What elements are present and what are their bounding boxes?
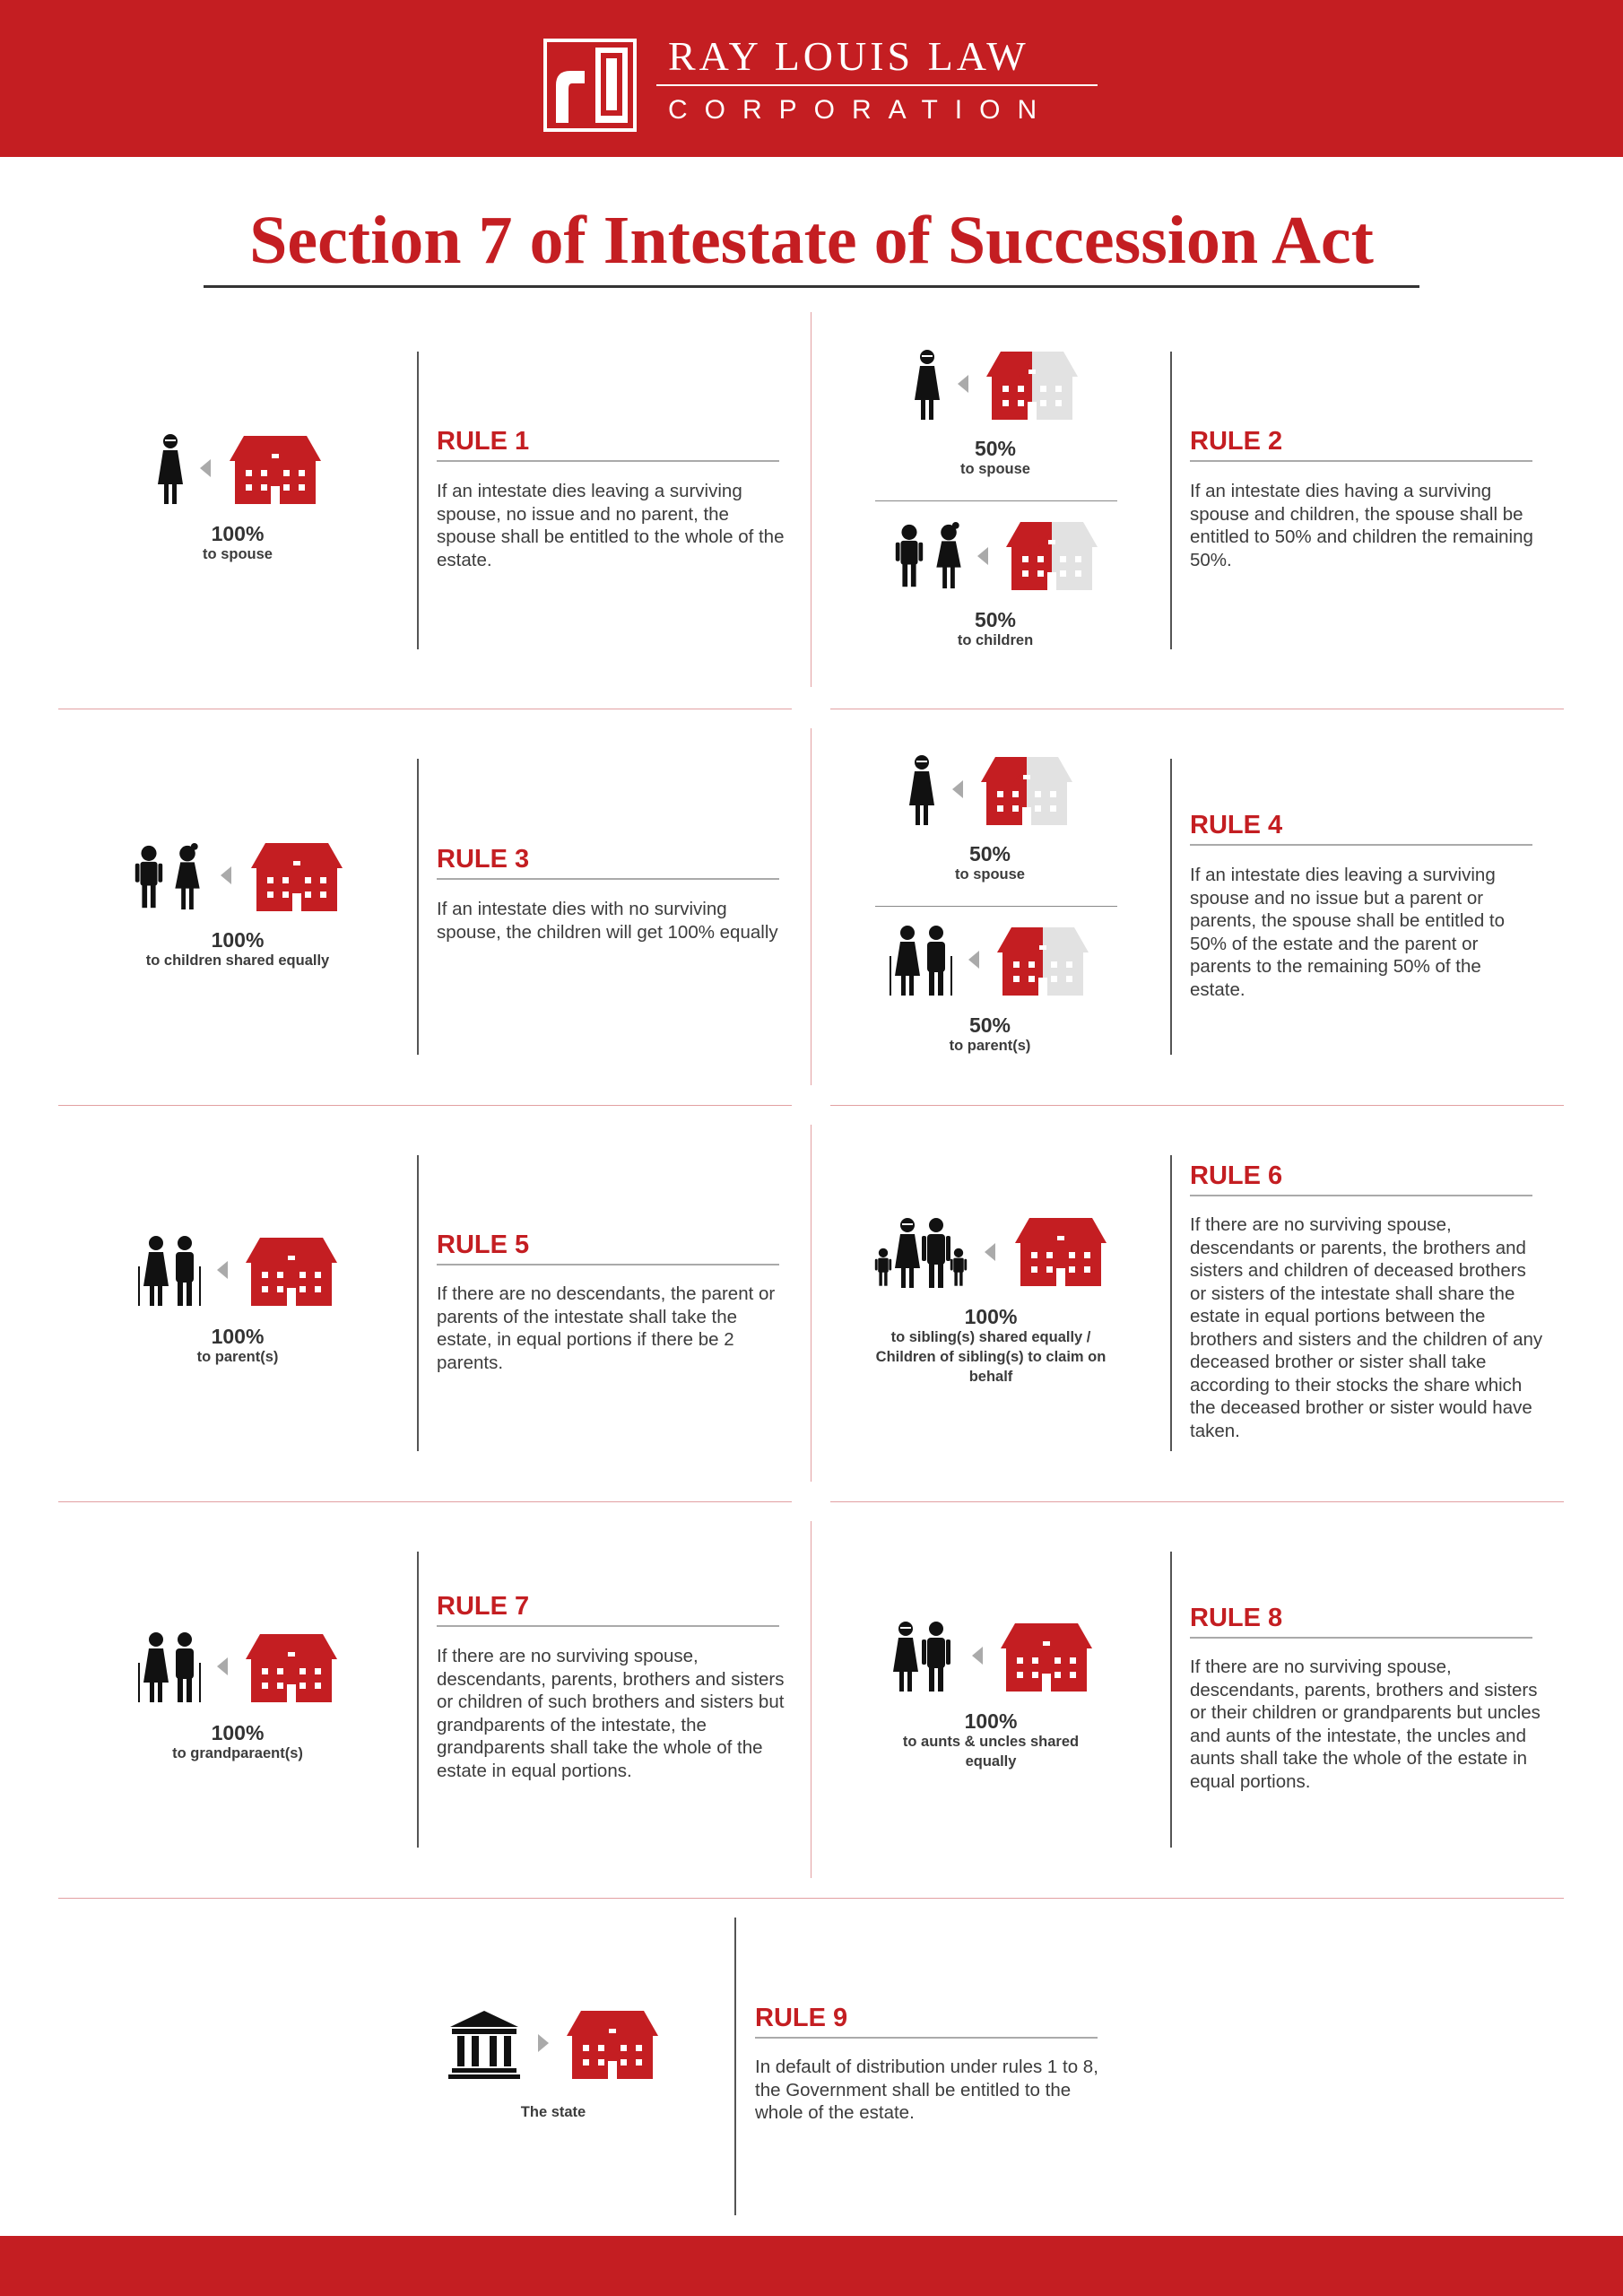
house-icon <box>244 1632 339 1702</box>
logo-divider <box>656 84 1098 86</box>
arrow-left-icon <box>985 1243 995 1261</box>
rule-6-share-1-percent: 100% <box>964 1305 1018 1328</box>
rule-divider <box>417 352 419 649</box>
rule-7-title-underline <box>437 1625 779 1627</box>
person-icon <box>947 1247 970 1288</box>
row-divider <box>58 1898 1564 1899</box>
rule-3-share-1-caption: to children shared equally <box>145 952 330 969</box>
arrow-left-icon <box>221 866 231 884</box>
arrow-left-icon <box>217 1657 228 1675</box>
person-icon <box>931 520 967 590</box>
house-icon <box>1013 1216 1108 1286</box>
rule-2-share-2-percent: 50% <box>974 608 1017 631</box>
rule-7-share-1-caption: to grandparaent(s) <box>172 1745 303 1761</box>
house-icon <box>979 755 1074 825</box>
person-icon <box>891 522 927 590</box>
rule-4-title: RULE 4 <box>1190 811 1283 839</box>
house-icon <box>244 1236 339 1306</box>
rule-9-title: RULE 9 <box>755 2004 848 2032</box>
rule-divider <box>1170 759 1172 1055</box>
rule-divider <box>734 1918 736 2215</box>
rule-2-share-1-percent: 50% <box>974 437 1017 460</box>
column-divider <box>811 1521 812 1878</box>
rule-3-title-underline <box>437 878 779 880</box>
rule-2-text: If an intestate dies having a surviving spouse and children, the spouse shall be entitled to 50% and children the remaining 50%. <box>1190 481 1533 570</box>
rule-1-text: If an intestate dies leaving a surviving spouse, no issue and no parent, the spouse shall be entitled to the whole of the estate. <box>437 481 785 570</box>
house-icon <box>249 841 344 911</box>
person-icon <box>131 843 167 911</box>
column-divider <box>811 728 812 1085</box>
house-icon <box>985 350 1080 420</box>
house-icon <box>995 926 1090 996</box>
arrow-left-icon <box>200 459 211 477</box>
rule-6-title-underline <box>1190 1195 1532 1196</box>
rule-9-text: In default of distribution under rules 1 to 8, the Government shall be entitled to the whole of the estate. <box>755 2057 1098 2123</box>
house-icon <box>228 434 323 504</box>
rule-6-text: If there are no surviving spouse, descendants or parents, the brothers and sisters and children of deceased brothers or sisters of the intestate shall share the estate in equal portions between the brothers and sisters and the children of any deceased brother or sister shall take according to their stocks the share which the deceased brother or sister would have taken. <box>1190 1214 1543 1441</box>
rule-divider <box>1170 1552 1172 1848</box>
rule-2-share-1-caption: to spouse <box>960 461 1030 477</box>
logo-subtitle: CORPORATION <box>668 95 1055 125</box>
rule-6-share-1-caption: to sibling(s) shared equally / Children of sibling(s) to claim on behalf <box>875 1329 1107 1385</box>
arrow-left-icon <box>952 780 963 798</box>
rule-5-title-underline <box>437 1264 779 1265</box>
rule-4-title-underline <box>1190 844 1532 846</box>
rule-7-title: RULE 7 <box>437 1592 530 1621</box>
rule-3-title: RULE 3 <box>437 845 530 874</box>
rule-9-share-1-caption: The state <box>520 2104 586 2120</box>
arrow-left-icon <box>217 1261 228 1279</box>
rule-7-text: If there are no surviving spouse, descendants, parents, brothers and sisters or children of such brothers and sisters but grandparents of the intestate, the grandparents shall take the whole of the estate in equal portions. <box>437 1646 785 1781</box>
rule-8-text: If there are no surviving spouse, descendants, parents, brothers and sisters or their children or grandparents but uncles and aunts of the intestate, the uncles and aunts shall take the whole of the estate in equal portions. <box>1190 1657 1541 1792</box>
arrow-right-icon <box>538 2034 549 2052</box>
rule-2-title-underline <box>1190 460 1532 462</box>
rule-divider <box>417 759 419 1055</box>
person-icon <box>169 841 205 911</box>
person-icon <box>918 924 956 996</box>
person-icon <box>152 432 188 504</box>
rule-4-share-2-percent: 50% <box>968 1013 1011 1037</box>
arrow-left-icon <box>977 547 988 565</box>
row-divider <box>58 1105 792 1106</box>
rule-divider <box>417 1155 419 1451</box>
person-icon <box>909 348 945 420</box>
rule-4-share-1-caption: to spouse <box>955 866 1025 883</box>
rule-5-share-1-percent: 100% <box>211 1325 265 1348</box>
rule-3-text: If an intestate dies with no surviving spouse, the children will get 100% equally <box>437 899 778 943</box>
house-icon <box>565 2009 660 2079</box>
column-divider <box>811 1125 812 1482</box>
person-icon <box>918 1620 954 1692</box>
row-divider <box>58 1501 792 1502</box>
column-divider <box>811 312 812 687</box>
rule-8-share-1-caption: to aunts & uncles shared equally <box>902 1734 1080 1770</box>
person-icon <box>904 753 940 825</box>
rule-divider <box>1170 1155 1172 1451</box>
rule-9-title-underline <box>755 2037 1098 2039</box>
arrow-left-icon <box>968 951 979 969</box>
rule-1-share-1-caption: to spouse <box>203 546 273 562</box>
page-title: Section 7 of Intestate of Succession Act <box>249 203 1374 278</box>
house-icon <box>1004 520 1099 590</box>
person-icon <box>167 1234 204 1306</box>
share-separator <box>875 500 1117 501</box>
rule-6-title: RULE 6 <box>1190 1161 1283 1190</box>
logo-mark <box>543 39 637 132</box>
rule-8-title: RULE 8 <box>1190 1604 1283 1632</box>
rule-5-share-1-caption: to parent(s) <box>196 1349 279 1365</box>
rule-divider <box>417 1552 419 1848</box>
title-underline <box>204 285 1419 288</box>
share-separator <box>875 906 1117 907</box>
government-building-icon <box>448 2009 520 2079</box>
arrow-left-icon <box>972 1647 983 1665</box>
rule-7-share-1-percent: 100% <box>211 1721 265 1744</box>
rule-5-text: If there are no descendants, the parent or parents of the intestate shall take the estate, in equal portions if there be 2 parents. <box>437 1283 776 1373</box>
rule-5-title: RULE 5 <box>437 1231 530 1259</box>
rule-2-title: RULE 2 <box>1190 427 1283 456</box>
row-divider <box>830 1501 1564 1502</box>
rule-3-share-1-percent: 100% <box>211 928 265 952</box>
rule-divider <box>1170 352 1172 649</box>
rule-4-share-2-caption: to parent(s) <box>949 1038 1031 1054</box>
rule-1-share-1-percent: 100% <box>211 522 265 545</box>
house-icon <box>999 1622 1094 1692</box>
rule-8-title-underline <box>1190 1637 1532 1639</box>
rule-4-share-1-percent: 50% <box>968 842 1011 865</box>
arrow-left-icon <box>958 375 968 393</box>
person-icon <box>167 1631 204 1702</box>
footer-bar <box>0 2236 1623 2296</box>
rule-4-text: If an intestate dies leaving a surviving spouse and no issue but a parent or parents, the spouse shall be entitled to 50% of the estate and the parent or parents to the remaining 50% of the estate. <box>1190 865 1506 1000</box>
logo-name: RAY LOUIS LAW <box>668 33 1029 79</box>
row-divider <box>830 1105 1564 1106</box>
rule-1-title-underline <box>437 460 779 462</box>
rule-8-share-1-percent: 100% <box>964 1709 1018 1733</box>
rule-2-share-2-caption: to children <box>957 632 1034 648</box>
rule-1-title: RULE 1 <box>437 427 530 456</box>
